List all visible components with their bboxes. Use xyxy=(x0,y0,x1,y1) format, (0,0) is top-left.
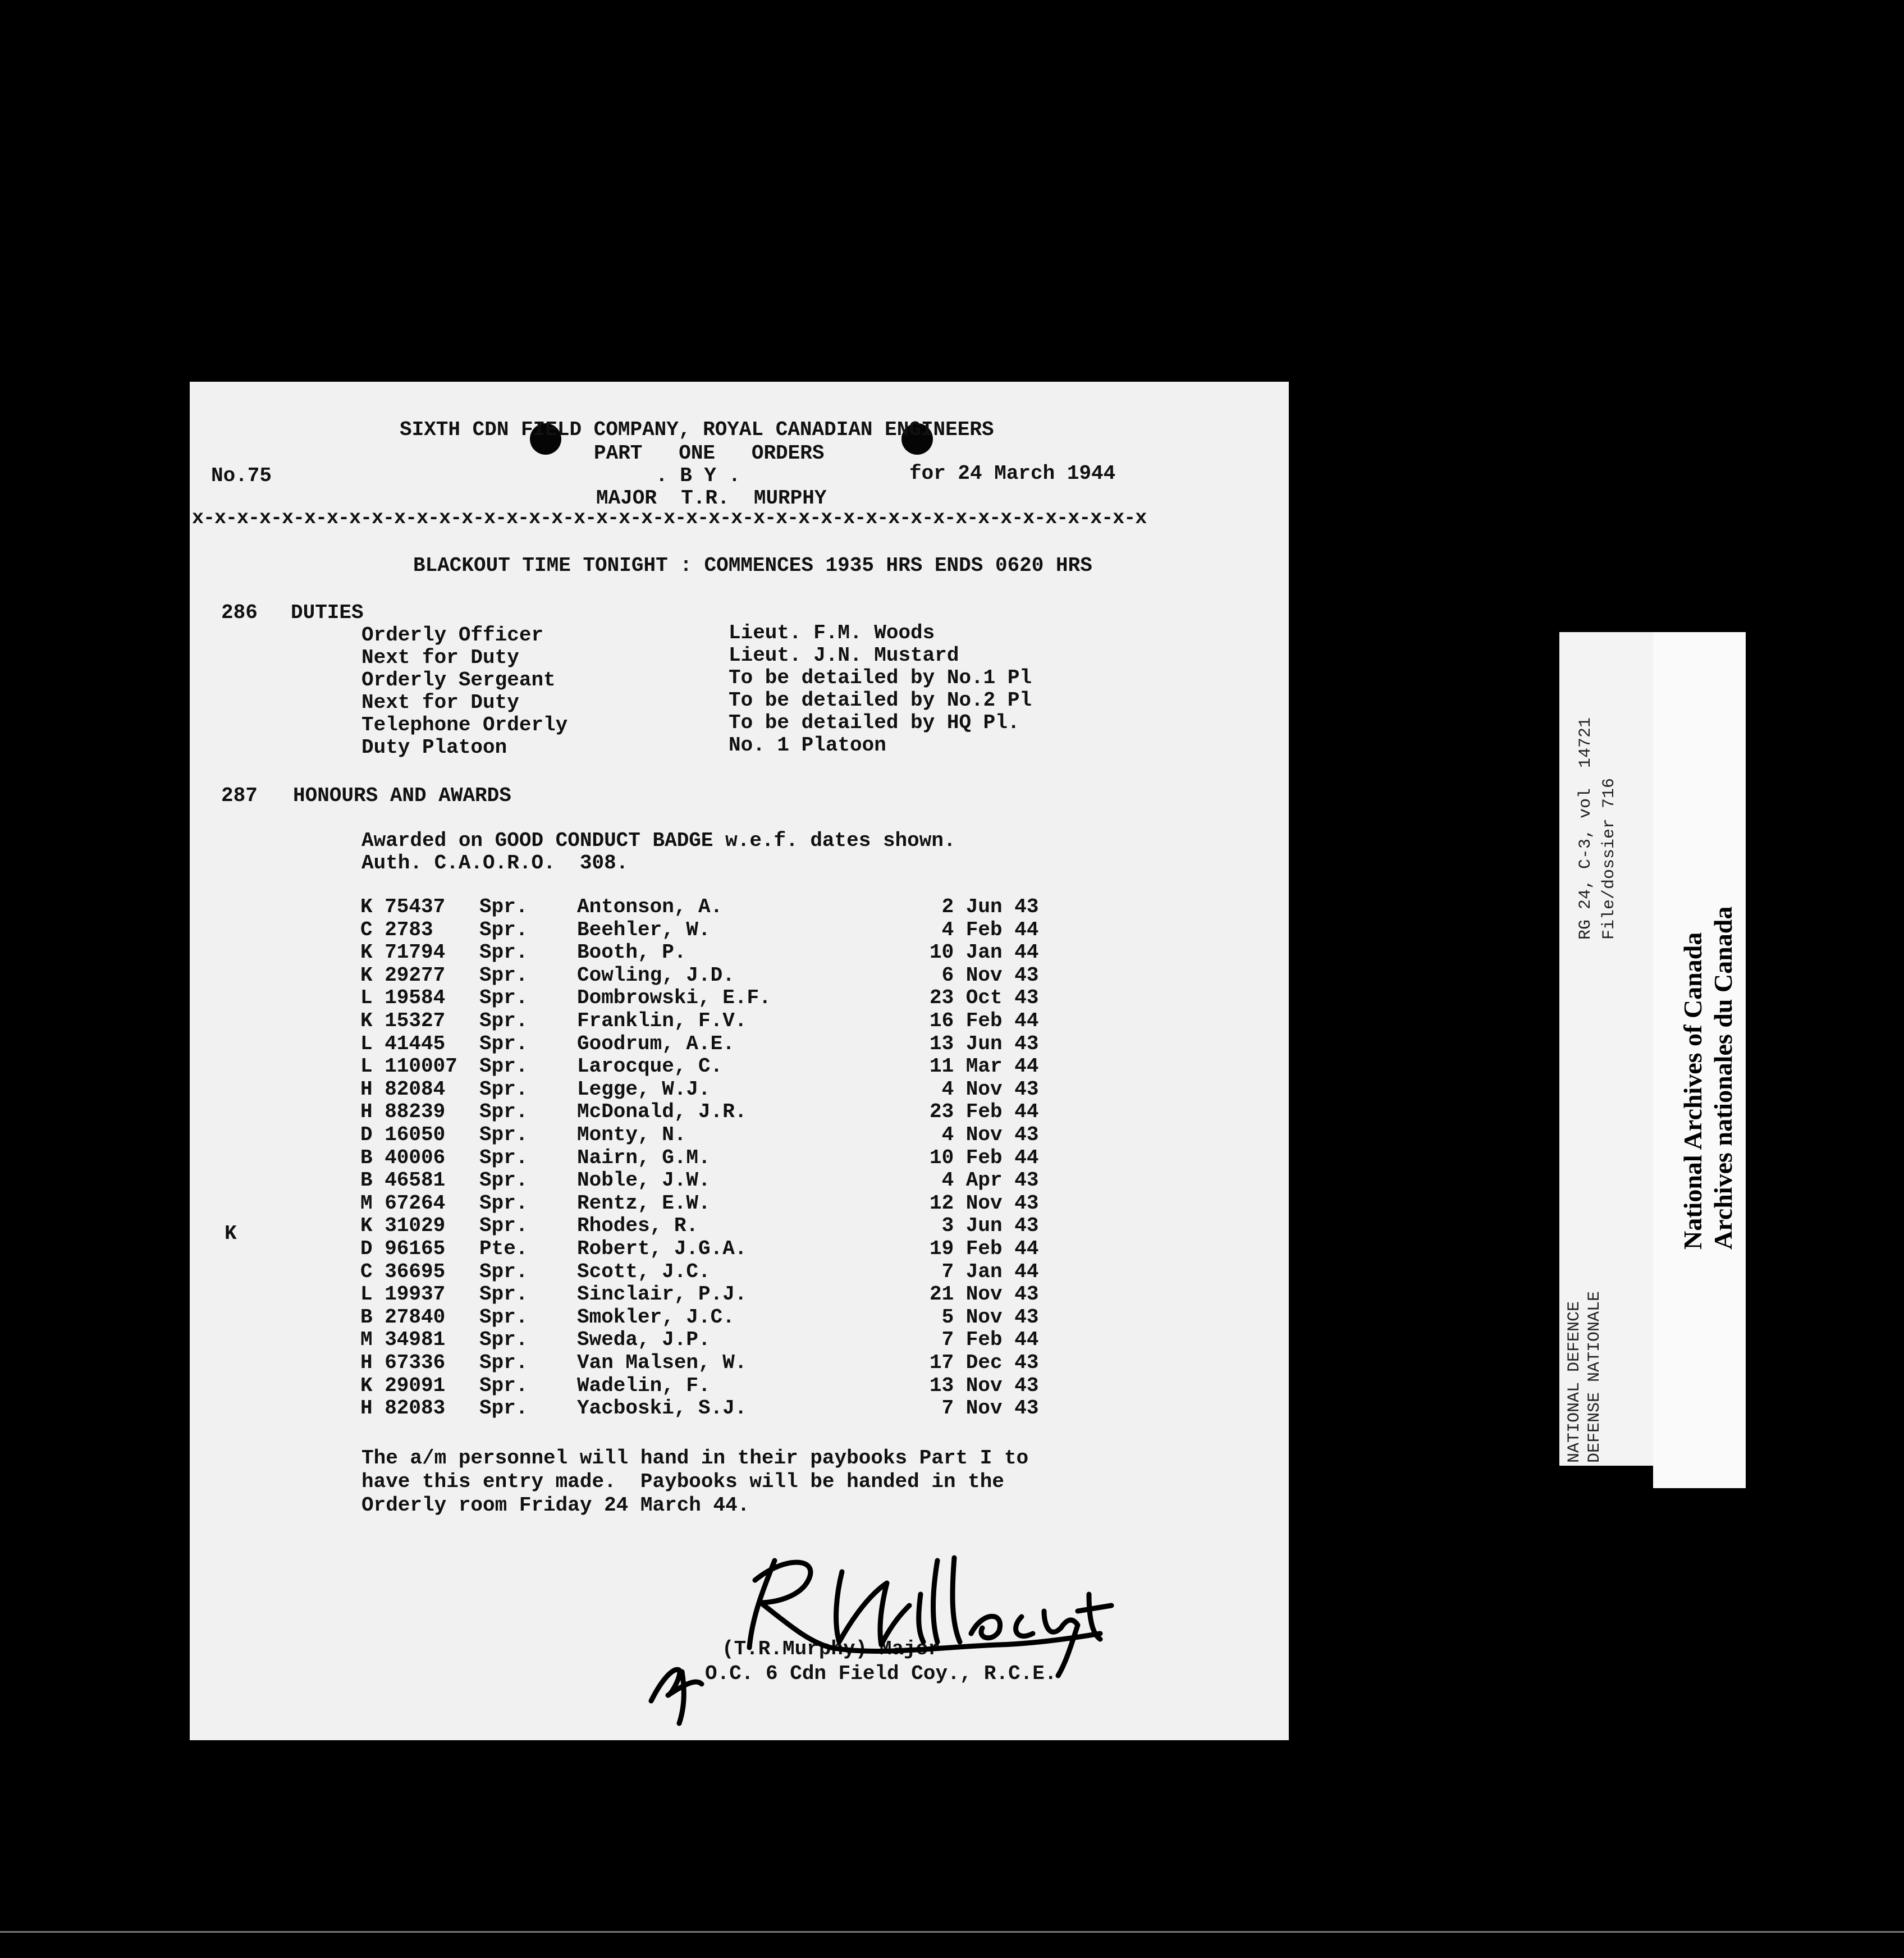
archive-reference-strip xyxy=(1559,632,1655,1466)
rank: Spr. xyxy=(479,941,528,964)
service-number: M 67264 xyxy=(360,1192,446,1215)
rank: Spr. xyxy=(479,1055,528,1078)
duty-assignee: No. 1 Platoon xyxy=(729,734,886,757)
service-number: K 71794 xyxy=(360,941,446,964)
service-number: M 34981 xyxy=(360,1328,446,1351)
rank: Spr. xyxy=(479,895,528,918)
name: Larocque, C. xyxy=(577,1055,723,1078)
name: Scott, J.C. xyxy=(577,1260,711,1283)
service-number: H 67336 xyxy=(360,1351,446,1374)
service-number: L 19584 xyxy=(360,986,446,1009)
badge-date: 4 Apr 43 xyxy=(930,1169,1039,1192)
service-number: D 96165 xyxy=(360,1237,446,1260)
duties-title: DUTIES xyxy=(291,601,364,624)
badge-date: 10 Jan 44 xyxy=(930,941,1039,964)
name: Yacboski, S.J. xyxy=(577,1397,747,1420)
honours-authority: Auth. C.A.O.R.O. 308. xyxy=(361,852,629,875)
duties-number: 286 xyxy=(221,601,258,624)
service-number: B 40006 xyxy=(360,1146,446,1169)
rank: Spr. xyxy=(479,1123,528,1146)
archive-ref-volume: RG 24, C-3, vol 14721 xyxy=(1576,717,1595,940)
rank: Spr. xyxy=(479,986,528,1009)
badge-date: 10 Feb 44 xyxy=(930,1146,1039,1169)
signature-major: (T.R.Murphy) Major xyxy=(722,1637,940,1660)
name: Nairn, G.M. xyxy=(577,1146,711,1169)
closing-line: The a/m personnel will hand in their paybooks Part I to xyxy=(361,1447,1029,1470)
rank: Spr. xyxy=(479,1351,528,1374)
closing-line: have this entry made. Paybooks will be handed in the xyxy=(361,1470,1004,1493)
name: Rhodes, R. xyxy=(577,1214,699,1237)
service-number: K 15327 xyxy=(360,1009,446,1032)
service-number: C 2783 xyxy=(360,918,433,941)
badge-date: 7 Feb 44 xyxy=(930,1328,1039,1351)
badge-date: 6 Nov 43 xyxy=(930,964,1039,987)
header-part: PART ONE ORDERS xyxy=(594,442,825,465)
service-number: C 36695 xyxy=(360,1260,446,1283)
badge-date: 5 Nov 43 xyxy=(930,1306,1039,1329)
rank: Spr. xyxy=(479,918,528,941)
badge-date: 12 Nov 43 xyxy=(930,1192,1039,1215)
honours-intro: Awarded on GOOD CONDUCT BADGE w.e.f. dates shown. xyxy=(361,829,956,852)
name: Antonson, A. xyxy=(577,895,723,918)
badge-date: 13 Jun 43 xyxy=(930,1032,1039,1055)
rank: Spr. xyxy=(479,1260,528,1283)
header-major: MAJOR T.R. MURPHY xyxy=(596,487,827,510)
name: McDonald, J.R. xyxy=(577,1100,747,1123)
rank: Pte. xyxy=(479,1237,528,1260)
badge-date: 16 Feb 44 xyxy=(930,1009,1039,1032)
badge-date: 4 Nov 43 xyxy=(930,1123,1039,1146)
service-number: K 75437 xyxy=(360,895,446,918)
duty-assignee: To be detailed by HQ Pl. xyxy=(729,711,1020,734)
rank: Spr. xyxy=(479,1146,528,1169)
rank: Spr. xyxy=(479,1100,528,1123)
film-edge-line xyxy=(0,1931,1904,1933)
badge-date: 21 Nov 43 xyxy=(930,1283,1039,1306)
name: Goodrum, A.E. xyxy=(577,1032,735,1055)
badge-date: 11 Mar 44 xyxy=(930,1055,1039,1078)
duty-role: Telephone Orderly xyxy=(361,713,568,736)
blackout-notice: BLACKOUT TIME TONIGHT : COMMENCES 1935 HRS ENDS 0620 HRS xyxy=(413,554,1092,577)
service-number: K 31029 xyxy=(360,1214,446,1237)
name: Robert, J.G.A. xyxy=(577,1237,747,1260)
name: Van Malsen, W. xyxy=(577,1351,747,1374)
rank: Spr. xyxy=(479,1328,528,1351)
rank: Spr. xyxy=(479,1283,528,1306)
service-number: D 16050 xyxy=(360,1123,446,1146)
name: Franklin, F.V. xyxy=(577,1009,747,1032)
service-number: L 110007 xyxy=(360,1055,457,1078)
signature-title: O.C. 6 Cdn Field Coy., R.C.E. xyxy=(705,1662,1057,1685)
rank: Spr. xyxy=(479,1397,528,1420)
duty-role: Orderly Officer xyxy=(361,624,544,647)
archive-name-fr: Archives nationales du Canada xyxy=(1709,906,1737,1250)
department-fr: DEFENSE NATIONALE xyxy=(1585,1291,1604,1463)
name: Smokler, J.C. xyxy=(577,1306,735,1329)
name: Beehler, W. xyxy=(577,918,711,941)
badge-date: 23 Oct 43 xyxy=(930,986,1039,1009)
name: Monty, N. xyxy=(577,1123,686,1146)
rank: Spr. xyxy=(479,1009,528,1032)
duty-role: Next for Duty xyxy=(361,646,519,669)
rank: Spr. xyxy=(479,1374,528,1397)
badge-date: 2 Jun 43 xyxy=(930,895,1039,918)
closing-line: Orderly room Friday 24 March 44. xyxy=(361,1494,750,1517)
archive-ref-file: File/dossier 716 xyxy=(1600,777,1619,940)
name: Sinclair, P.J. xyxy=(577,1283,747,1306)
duty-role: Next for Duty xyxy=(361,691,519,714)
badge-date: 7 Nov 43 xyxy=(930,1397,1039,1420)
archive-name-en: National Archives of Canada xyxy=(1678,932,1707,1250)
badge-date: 3 Jun 43 xyxy=(930,1214,1039,1237)
order-number: No.75 xyxy=(211,464,272,487)
rank: Spr. xyxy=(479,1214,528,1237)
name: Dombrowski, E.F. xyxy=(577,986,771,1009)
rank: Spr. xyxy=(479,1169,528,1192)
badge-date: 4 Feb 44 xyxy=(930,918,1039,941)
rank: Spr. xyxy=(479,1032,528,1055)
name: Wadelin, F. xyxy=(577,1374,711,1397)
duty-assignee: Lieut. J.N. Mustard xyxy=(729,644,959,667)
name: Noble, J.W. xyxy=(577,1169,711,1192)
service-number: B 46581 xyxy=(360,1169,446,1192)
department-en: NATIONAL DEFENCE xyxy=(1565,1301,1584,1463)
duty-assignee: Lieut. F.M. Woods xyxy=(729,621,935,644)
service-number: H 88239 xyxy=(360,1100,446,1123)
name: Legge, W.J. xyxy=(577,1078,711,1101)
rank: Spr. xyxy=(479,1306,528,1329)
duty-assignee: To be detailed by No.1 Pl xyxy=(729,666,1032,689)
service-number: B 27840 xyxy=(360,1306,446,1329)
service-number: H 82083 xyxy=(360,1397,446,1420)
service-number: K 29091 xyxy=(360,1374,446,1397)
duty-assignee: To be detailed by No.2 Pl xyxy=(729,689,1032,712)
rank: Spr. xyxy=(479,964,528,987)
margin-mark: K xyxy=(225,1222,237,1245)
duty-role: Orderly Sergeant xyxy=(361,669,556,692)
service-number: H 82084 xyxy=(360,1078,446,1101)
duty-role: Duty Platoon xyxy=(361,736,507,759)
badge-date: 4 Nov 43 xyxy=(930,1078,1039,1101)
name: Rentz, E.W. xyxy=(577,1192,711,1215)
separator-line: x-x-x-x-x-x-x-x-x-x-x-x-x-x-x-x-x-x-x-x-x-x-x-x-x-x-x-x-x-x-x-x-x-x-x-x-x-x-x-x-x-x-x xyxy=(192,507,1147,529)
rank: Spr. xyxy=(479,1078,528,1101)
honours-title: HONOURS AND AWARDS xyxy=(293,784,511,807)
service-number: L 19937 xyxy=(360,1283,446,1306)
header-unit: SIXTH CDN FIELD COMPANY, ROYAL CANADIAN ENGINEERS xyxy=(400,418,994,441)
header-by: . B Y . xyxy=(656,464,741,487)
archive-label-card xyxy=(1653,632,1746,1488)
name: Sweda, J.P. xyxy=(577,1328,711,1351)
service-number: L 41445 xyxy=(360,1032,446,1055)
badge-date: 17 Dec 43 xyxy=(930,1351,1039,1374)
name: Cowling, J.D. xyxy=(577,964,735,987)
service-number: K 29277 xyxy=(360,964,446,987)
rank: Spr. xyxy=(479,1192,528,1215)
name: Booth, P. xyxy=(577,941,686,964)
honours-number: 287 xyxy=(221,784,258,807)
badge-date: 23 Feb 44 xyxy=(930,1100,1039,1123)
badge-date: 19 Feb 44 xyxy=(930,1237,1039,1260)
badge-date: 13 Nov 43 xyxy=(930,1374,1039,1397)
handwritten-signature xyxy=(640,1527,1145,1729)
order-date: for 24 March 1944 xyxy=(909,462,1116,485)
badge-date: 7 Jan 44 xyxy=(930,1260,1039,1283)
